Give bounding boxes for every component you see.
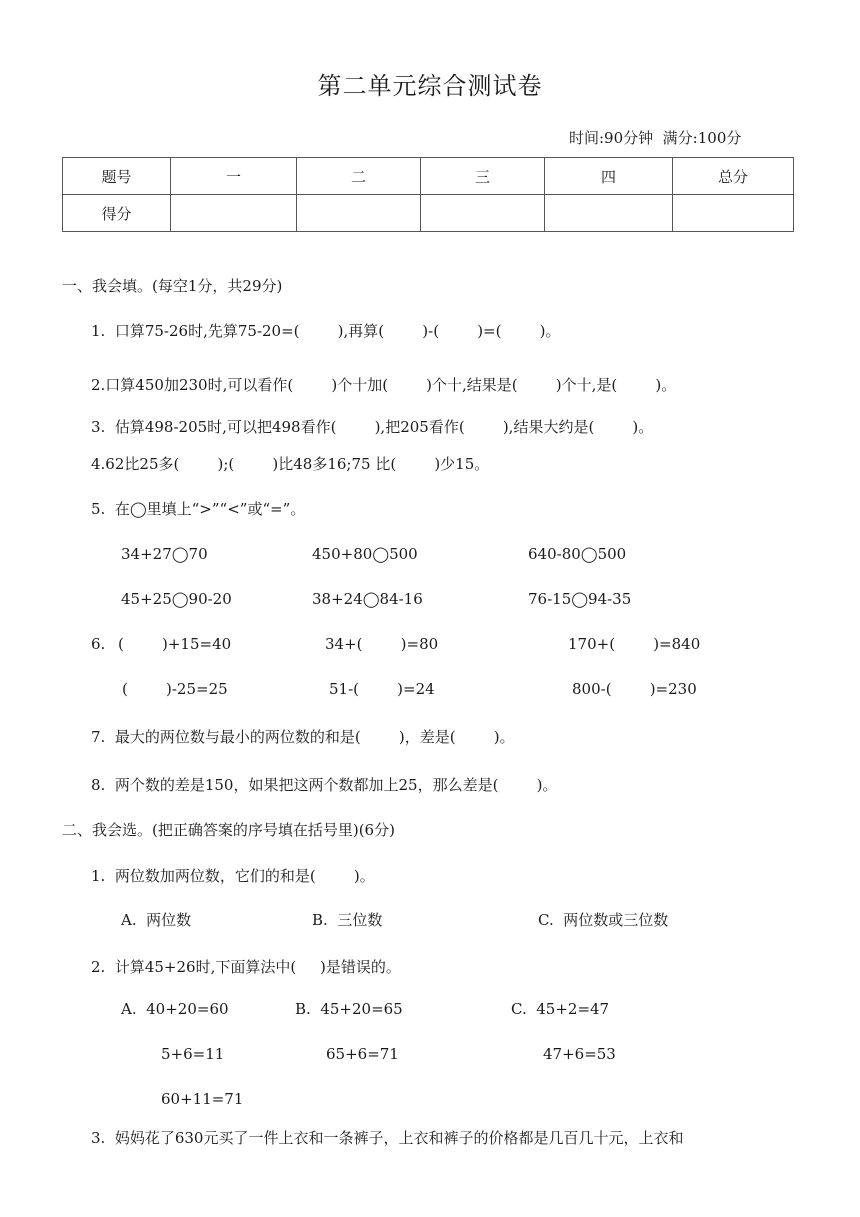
equation-item: 51-( )=24: [329, 680, 435, 698]
score-cell[interactable]: [545, 195, 673, 232]
score-table-score-row: [63, 195, 794, 232]
header-cell: 二: [297, 158, 421, 195]
question-3: 3. 妈妈花了630元买了一件上衣和一条裤子，上衣和裤子的价格都是几百几十元，上衣和: [91, 1129, 684, 1147]
header-cell: 总分: [673, 158, 794, 195]
question-4: 4.62比25多( );( )比48多16;75 比( )少15。: [91, 455, 490, 473]
calc-step: 60+11=71: [161, 1090, 244, 1108]
equation-item: ( )+15=40: [118, 635, 232, 653]
score-cell[interactable]: [421, 195, 545, 232]
calc-step: 47+6=53: [543, 1045, 616, 1063]
exam-meta: 时间:90分钟 满分:100分: [569, 129, 742, 147]
compare-item: 34+27◯70: [121, 545, 208, 563]
score-cell[interactable]: [297, 195, 421, 232]
section-heading: 一、我会填。(每空1分，共29分): [62, 277, 283, 295]
question-2: 2. 计算45+26时,下面算法中( )是错误的。: [91, 958, 401, 976]
question-1: 1. 口算75-26时,先算75-20=( ),再算( )-( )=( )。: [91, 322, 561, 340]
question-1: 1. 两位数加两位数，它们的和是( )。: [91, 867, 375, 885]
option-c: C. 两位数或三位数: [538, 911, 669, 929]
row-label: 得分: [63, 195, 171, 232]
question-5: 5. 在◯里填上“>”“<”或“=”。: [91, 500, 306, 518]
calc-step: 65+6=71: [326, 1045, 399, 1063]
score-table: [62, 157, 794, 232]
question-6: 6.: [91, 635, 106, 653]
question-7: 7. 最大的两位数与最小的两位数的和是( )，差是( )。: [91, 728, 515, 746]
equation-item: 34+( )=80: [325, 635, 439, 653]
compare-item: 76-15◯94-35: [528, 590, 632, 608]
header-cell: 一: [171, 158, 297, 195]
option-b: B. 45+20=65: [295, 1000, 403, 1018]
option-b: B. 三位数: [312, 911, 383, 929]
equation-item: 800-( )=230: [572, 680, 697, 698]
compare-item: 450+80◯500: [312, 545, 418, 563]
option-a: A. 40+20=60: [121, 1000, 229, 1018]
compare-item: 38+24◯84-16: [312, 590, 423, 608]
option-a: A. 两位数: [121, 911, 192, 929]
score-cell[interactable]: [673, 195, 794, 232]
question-2: 2.口算450加230时,可以看作( )个十加( )个十,结果是( )个十,是( )。: [91, 376, 677, 394]
header-cell: 题号: [63, 158, 171, 195]
header-cell: 三: [421, 158, 545, 195]
question-8: 8. 两个数的差是150，如果把这两个数都加上25，那么差是( )。: [91, 776, 558, 794]
calc-step: 5+6=11: [161, 1045, 225, 1063]
option-c: C. 45+2=47: [511, 1000, 610, 1018]
header-cell: 四: [545, 158, 673, 195]
score-table-header-row: [63, 158, 794, 195]
score-cell[interactable]: [171, 195, 297, 232]
compare-item: 45+25◯90-20: [121, 590, 232, 608]
page-title: 第二单元综合测试卷: [317, 72, 543, 100]
question-3: 3. 估算498-205时,可以把498看作( ),把205看作( ),结果大约是( )。: [91, 418, 654, 436]
compare-item: 640-80◯500: [528, 545, 627, 563]
section-heading: 二、我会选。(把正确答案的序号填在括号里)(6分): [62, 821, 395, 839]
equation-item: 170+( )=840: [568, 635, 701, 653]
equation-item: ( )-25=25: [122, 680, 228, 698]
